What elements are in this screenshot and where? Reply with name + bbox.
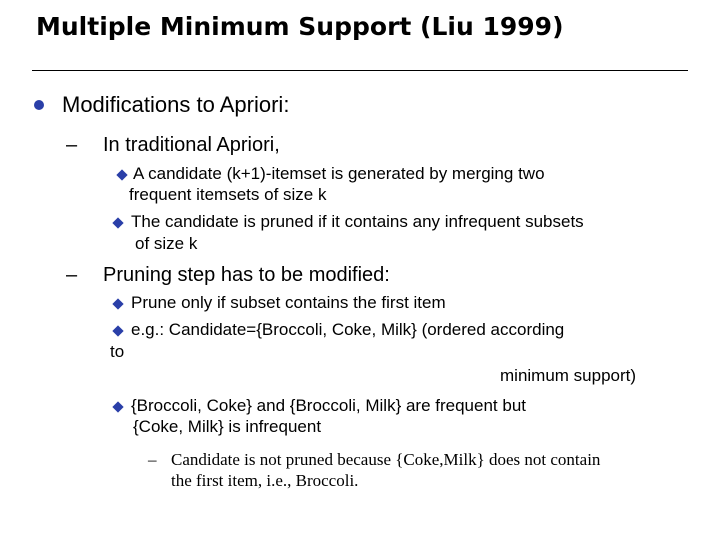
item-candidate-generated-line1: A candidate (k+1)-itemset is generated by merging two [133, 164, 545, 183]
diamond-bullet-icon [112, 401, 123, 412]
diamond-bullet-icon [112, 217, 123, 228]
slide-title: Multiple Minimum Support (Liu 1999) [36, 12, 564, 41]
item-frequent-line2: {Coke, Milk} is infrequent [133, 417, 322, 436]
item-example-line1: e.g.: Candidate={Broccoli, Coke, Milk} (ordered according [131, 320, 565, 339]
dash-icon: – [148, 450, 157, 469]
diamond-bullet-icon [112, 298, 123, 309]
item-example-line2: to [110, 342, 125, 361]
diamond-bullet-icon [116, 169, 127, 180]
item-frequent-line1: {Broccoli, Coke} and {Broccoli, Milk} are frequent but [131, 396, 526, 415]
sub-traditional-apriori: In traditional Apriori, [103, 134, 280, 156]
bullet-dot-icon [34, 100, 44, 110]
dash-icon: – [66, 264, 78, 286]
item-prune-only: Prune only if subset contains the first item [131, 293, 446, 312]
diamond-bullet-icon [112, 325, 123, 336]
item-candidate-generated-line2: frequent itemsets of size k [129, 185, 327, 204]
title-rule [32, 70, 688, 71]
item-example-line3: minimum support) [500, 366, 637, 385]
sub-pruning-step: Pruning step has to be modified: [103, 264, 390, 286]
dash-icon: – [66, 134, 78, 156]
note-not-pruned-line1: Candidate is not pruned because {Coke,Milk} does not contain [171, 450, 601, 469]
bullet-modifications: Modifications to Apriori: [62, 92, 290, 117]
item-candidate-pruned-line1: The candidate is pruned if it contains any infrequent subsets [131, 212, 584, 231]
item-candidate-pruned-line2: of size k [135, 234, 198, 253]
note-not-pruned-line2: the first item, i.e., Broccoli. [171, 471, 359, 490]
